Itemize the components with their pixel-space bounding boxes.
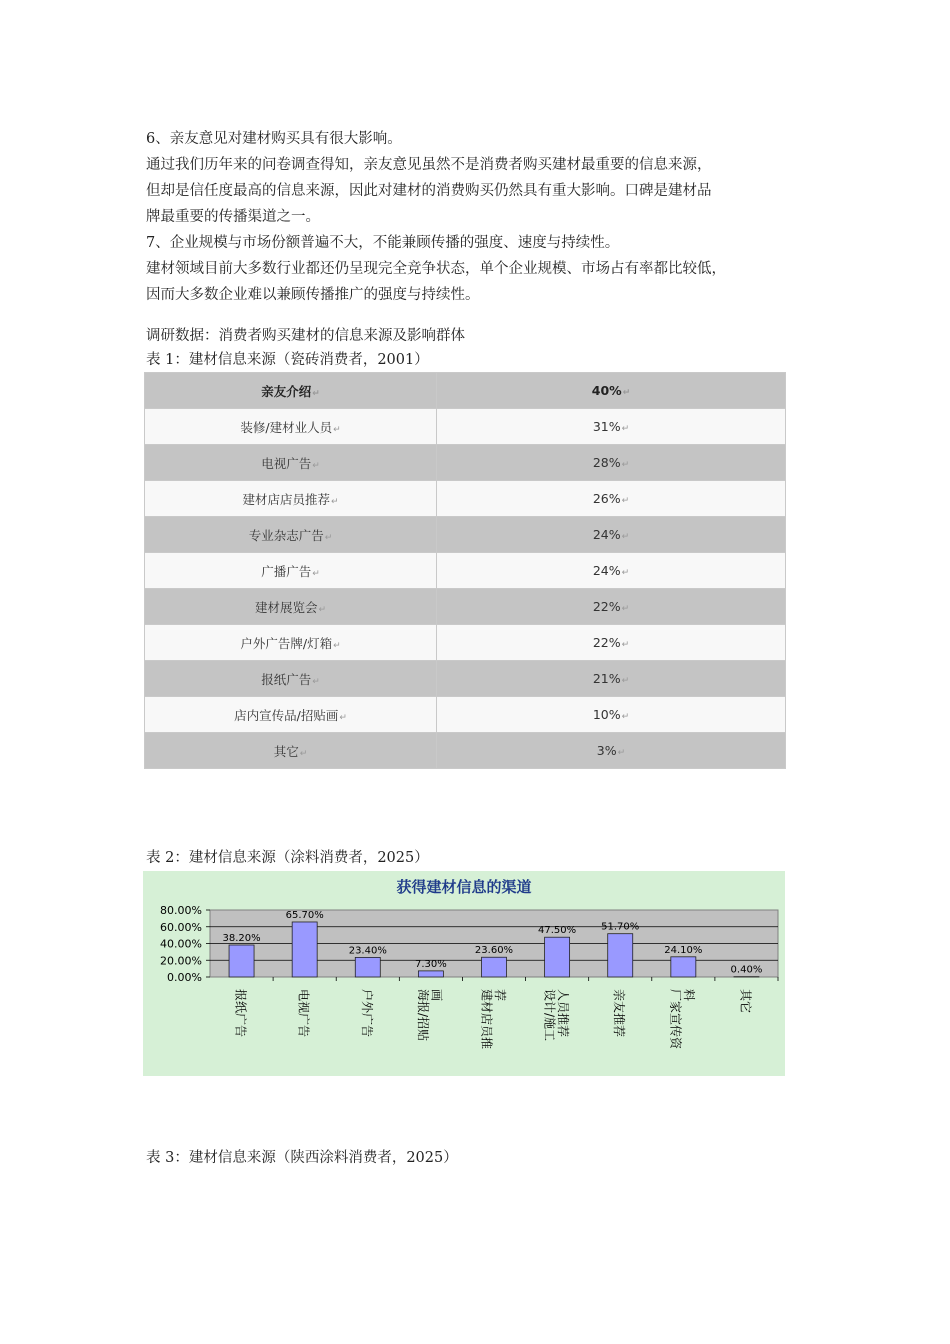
body-text — [146, 126, 826, 308]
data-label: 65.70% — [285, 909, 324, 921]
y-tick-label: 0.00% — [167, 971, 202, 984]
table1 — [144, 372, 786, 769]
table-cell-value: 21%↵ — [437, 661, 786, 697]
chart-bar — [229, 945, 254, 977]
table-cell-label: 广播广告↵ — [145, 553, 437, 589]
data-label: 0.40% — [730, 964, 763, 976]
x-tick-label: 设计/施工 — [542, 989, 557, 1042]
data-label: 7.30% — [414, 958, 447, 970]
table-cell-value: 24%↵ — [437, 517, 786, 553]
data-label: 51.70% — [601, 921, 640, 933]
table-row — [145, 697, 786, 733]
x-tick-label: 户外广告 — [359, 989, 374, 1038]
table-cell-value: 31%↵ — [437, 409, 786, 445]
table-row — [145, 409, 786, 445]
chart-bar — [418, 971, 443, 977]
paragraph-line: 7、企业规模与市场份额普遍不大，不能兼顾传播的强度、速度与持续性。 — [146, 235, 620, 251]
paragraph-line: 6、亲友意见对建材购买具有很大影响。 — [146, 131, 402, 147]
table-row — [145, 553, 786, 589]
table-row — [145, 481, 786, 517]
table-cell-label: 店内宣传品/招贴画↵ — [145, 697, 437, 733]
data-label: 47.50% — [538, 925, 577, 937]
table-row — [145, 625, 786, 661]
x-tick-label: 人员推荐 — [555, 989, 570, 1038]
x-tick-label: 建材店员推 — [479, 989, 494, 1050]
table-row — [145, 733, 786, 769]
research-title: 调研数据：消费者购买建材的信息来源及影响群体 — [146, 328, 465, 344]
paragraph-line: 但却是信任度最高的信息来源，因此对建材的消费购买仍然具有重大影响。口碑是建材品 — [146, 183, 712, 199]
x-tick-label: 其它 — [738, 989, 753, 1014]
table1-caption: 表 1：建材信息来源（瓷砖消费者，2001） — [146, 352, 429, 368]
table-cell-label: 建材展览会↵ — [145, 589, 437, 625]
paragraph-line: 通过我们历年来的问卷调查得知，亲友意见虽然不是消费者购买建材最重要的信息来源， — [146, 157, 712, 173]
chart-bar — [292, 922, 317, 977]
table-row — [145, 517, 786, 553]
table-row — [145, 373, 786, 409]
chart-bar — [355, 957, 380, 977]
table-cell-value: 40%↵ — [437, 373, 786, 409]
y-tick-label: 40.00% — [160, 937, 202, 951]
table-cell-label: 亲友介绍↵ — [145, 373, 437, 409]
table2-caption: 表 2：建材信息来源（涂料消费者，2025） — [146, 850, 429, 866]
table3-caption: 表 3：建材信息来源（陕西涂料消费者，2025） — [146, 1150, 458, 1166]
table-cell-value: 10%↵ — [437, 697, 786, 733]
bar-chart — [143, 871, 785, 1076]
table-cell-value: 28%↵ — [437, 445, 786, 481]
data-label: 24.10% — [664, 944, 703, 956]
paragraph-line: 因而大多数企业难以兼顾传播推广的强度与持续性。 — [146, 287, 480, 303]
x-tick-label: 报纸广告 — [233, 989, 248, 1038]
chart-bar — [608, 934, 633, 977]
x-tick-label: 料 — [682, 989, 697, 1002]
table-cell-label: 专业杂志广告↵ — [145, 517, 437, 553]
table-cell-label: 其它↵ — [145, 733, 437, 769]
chart-bar — [482, 957, 507, 977]
table-row — [145, 445, 786, 481]
data-label: 38.20% — [222, 933, 261, 945]
table-cell-value: 26%↵ — [437, 481, 786, 517]
paragraph-line: 建材领域目前大多数行业都还仍呈现完全竞争状态，单个企业规模、市场占有率都比较低， — [146, 261, 726, 277]
table-cell-value: 22%↵ — [437, 589, 786, 625]
chart-bar — [671, 957, 696, 977]
bar-chart-svg — [143, 871, 785, 1076]
data-label: 23.60% — [474, 945, 514, 957]
table-row — [145, 589, 786, 625]
table-cell-value: 22%↵ — [437, 625, 786, 661]
table-cell-label: 装修/建材业人员↵ — [145, 409, 437, 445]
x-tick-label: 画 — [429, 989, 444, 1002]
table-cell-label: 报纸广告↵ — [145, 661, 437, 697]
x-tick-label: 电视广告 — [296, 989, 311, 1038]
x-tick-label: 厂家宣传资 — [668, 989, 683, 1050]
x-tick-label: 亲友推荐 — [612, 989, 627, 1038]
data-label: 23.40% — [348, 945, 387, 957]
x-tick-label: 海报/招贴 — [416, 989, 431, 1042]
table-cell-value: 24%↵ — [437, 553, 786, 589]
table-cell-label: 户外广告牌/灯箱↵ — [145, 625, 437, 661]
y-tick-label: 60.00% — [160, 920, 202, 934]
chart-title: 获得建材信息的渠道 — [396, 878, 532, 896]
table-cell-label: 建材店店员推荐↵ — [145, 481, 437, 517]
table-row — [145, 661, 786, 697]
chart-bar — [545, 937, 570, 977]
y-tick-label: 80.00% — [160, 904, 202, 917]
y-tick-label: 20.00% — [160, 954, 202, 968]
table-cell-label: 电视广告↵ — [145, 445, 437, 481]
x-tick-label: 荐 — [492, 989, 507, 1002]
table-cell-value: 3%↵ — [437, 733, 786, 769]
paragraph-line: 牌最重要的传播渠道之一。 — [146, 209, 320, 225]
